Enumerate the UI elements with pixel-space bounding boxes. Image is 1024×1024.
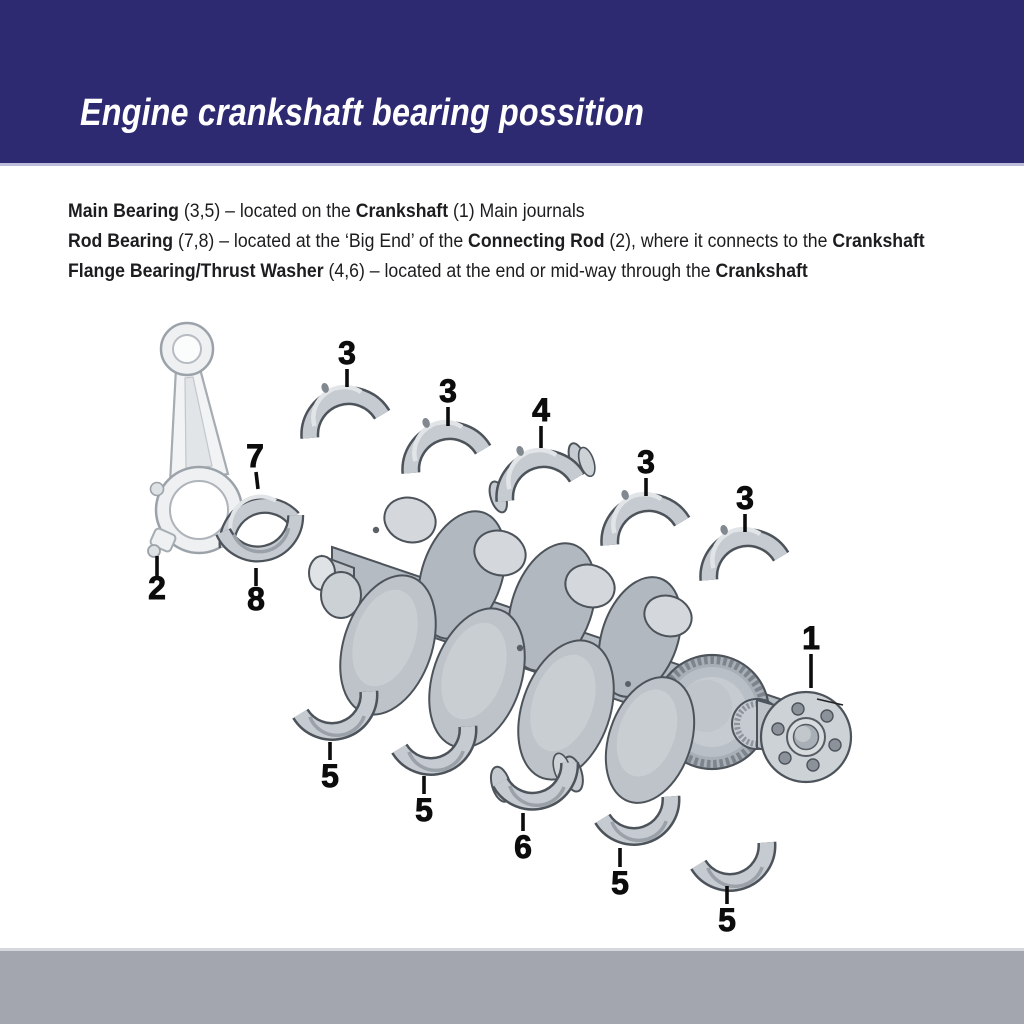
callout-main-bearing-lower-4: 5	[718, 902, 736, 938]
main-bearing-shell-upper-3	[595, 476, 682, 545]
oil-hole	[517, 645, 523, 651]
bold-crankshaft: Crankshaft	[832, 231, 925, 252]
callout-crankshaft: 1	[802, 620, 820, 656]
bold-crankshaft: Crankshaft	[715, 261, 808, 282]
callout-main-bearing-upper-1: 3	[338, 335, 356, 371]
main-bearing-shell-upper-4	[694, 511, 781, 580]
main-bearing-shell-upper-2	[396, 404, 483, 473]
main-bearing-shell-lower-3	[602, 796, 681, 850]
callout-flange-bearing-upper: 4	[532, 392, 550, 428]
bold-flange-bearing: Flange Bearing/Thrust Washer	[68, 261, 324, 282]
bold-crankshaft: Crankshaft	[355, 201, 449, 222]
text-segment: (7,8) – located at the ‘Big End’ of the	[173, 231, 469, 252]
bold-connecting-rod: Connecting Rod	[468, 231, 605, 252]
footer-band	[0, 948, 1024, 1024]
oil-hole	[625, 681, 631, 687]
callout-connecting-rod: 2	[148, 570, 166, 606]
text-segment: (1) Main journals	[448, 201, 585, 222]
text-segment: (4,6) – located at the end or mid-way through the	[323, 261, 716, 282]
crankshaft-flange	[761, 692, 851, 782]
text-segment: (3,5) – located on the	[178, 201, 356, 222]
callout-main-bearing-lower-3: 5	[611, 865, 629, 901]
callout-main-bearing-upper-4: 3	[736, 480, 754, 516]
callout-rod-bearing-upper: 7	[246, 438, 264, 474]
callout-rod-bearing-lower: 8	[247, 581, 265, 617]
main-bearing-shell-lower-4	[698, 842, 777, 896]
flange-bearing-shell-upper	[478, 425, 600, 514]
bold-rod-bearing: Rod Bearing	[68, 231, 174, 252]
oil-hole	[373, 527, 379, 533]
callout-main-bearing-lower-1: 5	[321, 758, 339, 794]
page-title: Engine crankshaft bearing possition	[80, 92, 645, 134]
text-segment: (2), where it connects to the	[604, 231, 833, 252]
callout-main-bearing-lower-2: 5	[415, 792, 433, 828]
main-bearing-shell-upper-1	[295, 369, 382, 438]
callout-flange-bearing-lower: 6	[514, 829, 532, 865]
callout-main-bearing-upper-2: 3	[439, 373, 457, 409]
rod-bolt-hole	[151, 483, 164, 496]
bold-main-bearing: Main Bearing	[68, 201, 179, 222]
callout-main-bearing-upper-3: 3	[637, 444, 655, 480]
main-bearing-shell-lower-1	[300, 691, 379, 745]
rod-bolt	[148, 545, 160, 557]
